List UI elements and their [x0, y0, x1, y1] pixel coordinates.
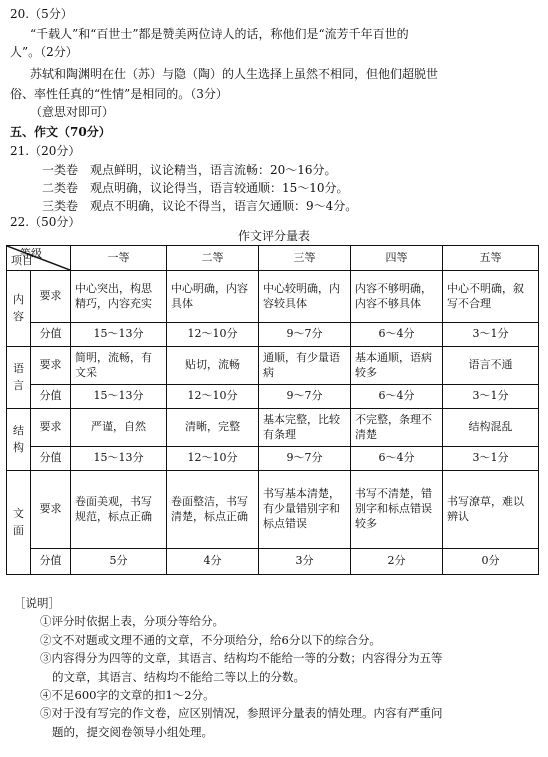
- requirement-label: 要求: [31, 409, 71, 447]
- requirement-cell: 不完整，条理不清楚: [351, 409, 443, 447]
- score-cell: 9～7分: [259, 385, 351, 409]
- score-cell: 12～10分: [167, 447, 259, 471]
- q20-answer-line-4: 俗、率性任真的“性情”是相同的。（3分）: [10, 87, 228, 101]
- score-label: 分值: [31, 323, 71, 347]
- score-cell: 5分: [71, 549, 167, 575]
- score-label: 分值: [31, 385, 71, 409]
- notes-section: [14, 594, 540, 741]
- table-row: [7, 347, 539, 385]
- level-header: 三等: [259, 246, 351, 271]
- note-item-continuation: 的文章，其语言、结构均不能给二等以上的分数。: [52, 669, 305, 684]
- table-row: [7, 271, 539, 323]
- requirement-cell: 卷面美观，书写规范，标点正确: [71, 471, 167, 549]
- requirement-cell: 语言不通: [443, 347, 539, 385]
- note-item-continuation: 题的，提交阅卷领导小组处理。: [52, 724, 213, 739]
- requirement-label: 要求: [31, 271, 71, 323]
- note-item: ①评分时依据上表，分项分等给分。: [40, 614, 224, 629]
- table-row: [7, 323, 539, 347]
- table-row: [7, 447, 539, 471]
- requirement-cell: 中心较明确，内容较具体: [259, 271, 351, 323]
- q21-tier-2: 二类卷 观点明确，议论得当，语言较通顺：15～10分。: [42, 181, 349, 195]
- requirement-cell: 结构混乱: [443, 409, 539, 447]
- requirement-label: 要求: [31, 347, 71, 385]
- requirement-cell: 简明，流畅，有文采: [71, 347, 167, 385]
- score-cell: 4分: [167, 549, 259, 575]
- q21-tier-3: 三类卷 观点不明确，议论不得当，语言欠通顺：9～4分。: [42, 199, 358, 213]
- corner-header-cell: [7, 246, 71, 271]
- score-cell: 15～13分: [71, 323, 167, 347]
- score-cell: 15～13分: [71, 385, 167, 409]
- item-cell-content: 内容: [7, 271, 31, 347]
- requirement-cell: 内容不够明确，内容不够具体: [351, 271, 443, 323]
- q20-answer-line-1: “千载人”和“百世士”都是赞美两位诗人的话，称他们是“流芳千年百世的: [30, 27, 409, 41]
- requirement-cell: 基本完整，比较有条理: [259, 409, 351, 447]
- item-cell-structure: 结构: [7, 409, 31, 471]
- requirement-label: 要求: [31, 471, 71, 549]
- grading-table: [6, 245, 539, 575]
- q20-answer-line-2: 人”。（2分）: [10, 45, 78, 59]
- score-cell: 9～7分: [259, 447, 351, 471]
- requirement-cell: 贴切，流畅: [167, 347, 259, 385]
- requirement-cell: 中心不明确，叙写不合理: [443, 271, 539, 323]
- requirement-cell: 基本通顺，语病较多: [351, 347, 443, 385]
- requirement-cell: 中心突出，构思精巧，内容充实: [71, 271, 167, 323]
- level-header: 一等: [71, 246, 167, 271]
- score-cell: 0分: [443, 549, 539, 575]
- q22-heading: 22.（50分）: [10, 215, 81, 229]
- q20-heading: 20.（5分）: [10, 7, 73, 21]
- score-cell: 3分: [259, 549, 351, 575]
- score-cell: 6～4分: [351, 385, 443, 409]
- requirement-cell: 中心明确，内容具体: [167, 271, 259, 323]
- q21-heading: 21.（20分）: [10, 144, 81, 158]
- table-row: [7, 385, 539, 409]
- requirement-cell: 卷面整洁，书写清楚，标点正确: [167, 471, 259, 549]
- corner-level-label: 等级: [20, 247, 42, 260]
- item-cell-language: 语言: [7, 347, 31, 409]
- score-cell: 3～1分: [443, 385, 539, 409]
- note-item: ②文不对题或文理不通的文章，不分项给分，给6分以下的综合分。: [40, 632, 381, 647]
- requirement-cell: 书写潦草，难以辨认: [443, 471, 539, 549]
- score-cell: 2分: [351, 549, 443, 575]
- grading-table-title: 作文评分量表: [237, 229, 310, 243]
- score-cell: 12～10分: [167, 385, 259, 409]
- note-item: ③内容得分为四等的文章，其语言、结构均不能给一等的分数；内容得分为五等: [40, 651, 443, 666]
- table-row: [7, 409, 539, 447]
- score-cell: 9～7分: [259, 323, 351, 347]
- score-cell: 6～4分: [351, 447, 443, 471]
- score-cell: 12～10分: [167, 323, 259, 347]
- table-row: [7, 471, 539, 549]
- score-cell: 3～1分: [443, 447, 539, 471]
- score-cell: 6～4分: [351, 323, 443, 347]
- requirement-cell: 书写基本清楚，有少量错别字和标点错误: [259, 471, 351, 549]
- q21-tier-1: 一类卷 观点鲜明，议论精当，语言流畅：20～16分。: [42, 163, 337, 177]
- score-label: 分值: [31, 447, 71, 471]
- level-header: 五等: [443, 246, 539, 271]
- score-cell: 3～1分: [443, 323, 539, 347]
- table-row: [7, 549, 539, 575]
- level-header: 四等: [351, 246, 443, 271]
- note-item: ④不足600字的文章的扣1～2分。: [40, 687, 215, 702]
- q20-note: （意思对即可）: [30, 105, 115, 119]
- notes-heading: ［说明］: [14, 596, 60, 610]
- score-cell: 15～13分: [71, 447, 167, 471]
- requirement-cell: 清晰，完整: [167, 409, 259, 447]
- corner-item-label: 项目: [11, 254, 33, 268]
- section-5-heading: 五、作文（70分）: [10, 125, 111, 139]
- q20-answer-line-3: 苏轼和陶渊明在仕（苏）与隐（陶）的人生选择上虽然不相同，但他们超脱世: [30, 67, 439, 81]
- requirement-cell: 书写不清楚，错别字和标点错误较多: [351, 471, 443, 549]
- item-cell-presentation: 文面: [7, 471, 31, 575]
- requirement-cell: 通顺，有少量语病: [259, 347, 351, 385]
- score-label: 分值: [31, 549, 71, 575]
- table-header-row: [7, 246, 539, 271]
- note-item: ⑤对于没有写完的作文卷，应区别情况，参照评分量表的情处理。内容有严重问: [40, 706, 443, 721]
- level-header: 二等: [167, 246, 259, 271]
- requirement-cell: 严谨，自然: [71, 409, 167, 447]
